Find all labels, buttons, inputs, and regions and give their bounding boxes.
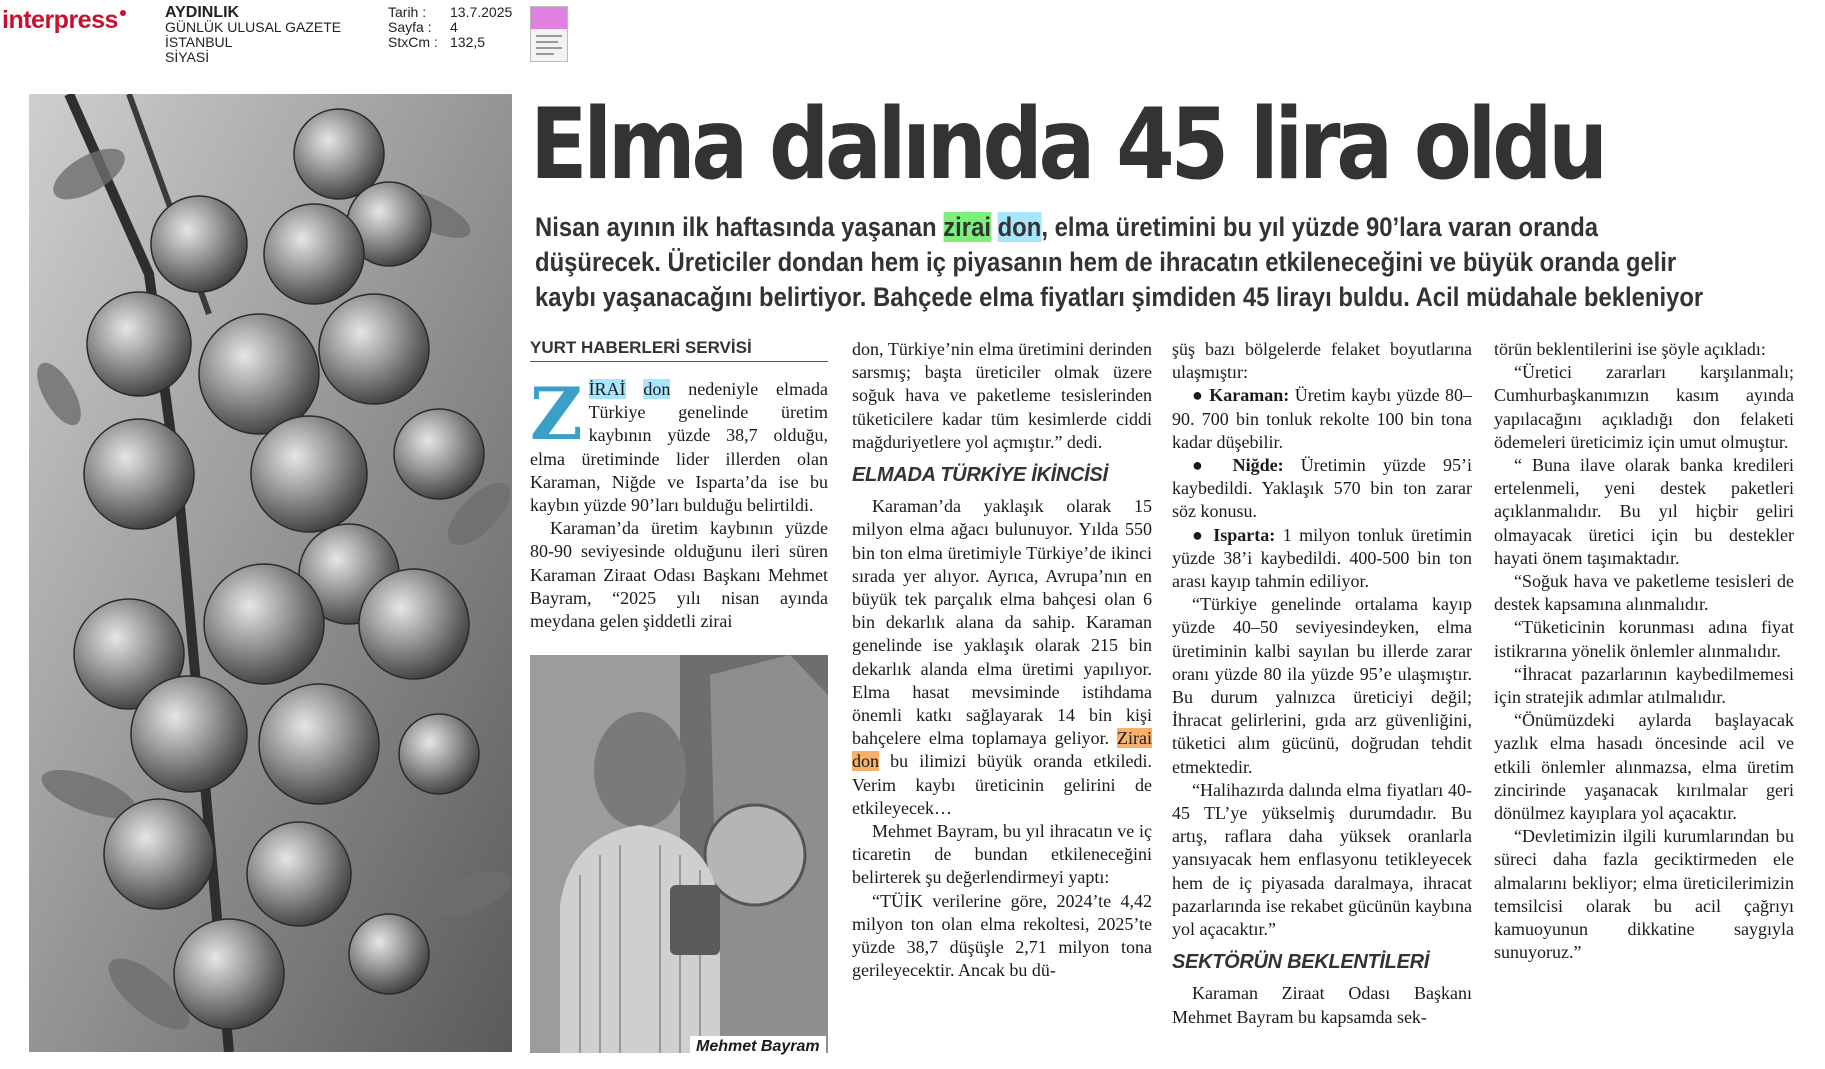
portrait-photo [530,655,828,1053]
apple-tree-photo-graphic [29,94,512,1052]
highlighted-term: don [852,751,879,772]
stxcm-row [388,35,512,50]
paragraph-14: “Soğuk hava ve paketleme tesisleri de destek kapsamına alınmalıdır. [1494,571,1794,615]
article-headline: Elma dalında 45 lira oldu [530,88,1604,202]
deck-line-1 [535,210,1696,245]
apple-tree-photo [29,94,512,1052]
thumbnail-line [536,35,562,37]
deck-highlight: don [997,212,1042,242]
clipping-meta [388,5,512,50]
logo-text: interpress [2,6,118,34]
subhead-sektorun-beklentileri: SEKTÖRÜN BEKLENTİLERİ [1172,951,1430,974]
thumbnail-line [536,47,562,49]
drop-cap: Z [530,371,583,456]
paragraph-18: “Devletimizin ilgili kurumlarından bu süreci daha fazla geciktirmeden ele almalarını bekliyor; elma üreticilerimizin temsilcisi olarak bu acil çağrıyı kamuoyunun dikkatine saygıyla sunuyoruz.” [1494,826,1794,963]
highlighted-term: Zirai [1117,728,1152,749]
deck-line-2: düşürecek. Üreticiler dondan hem iç piyasanın hem de ihracatın etkileneceğini ve büyük oranda gelir [535,247,1677,277]
paragraph-2: Karaman’da üretim kaybının yüzde 80-90 seviyesinde olduğunu ileri süren Karaman Ziraat Odası Başkanı Mehmet Bayram, “2025 yılı nisan ayında meydana gelen şiddetli zirai [530,518,828,632]
publication-city: İSTANBUL [165,34,233,50]
highlighted-term: İRAİ [588,379,626,399]
column-1 [530,371,828,633]
bullet-text: 1 milyon tonluk üretimin yüzde 38’i kaybedildi. 400-500 bin ton arası kayıp tahmin ediliyor. [1172,524,1472,592]
paragraph-5: Mehmet Bayram, bu yıl ihracatın ve iç ticaretin de bundan etkileneceğini belirterek şu değerlendirmeyi yaptı: [852,821,1152,888]
date-label: Tarih : [388,4,427,20]
paragraph-4 [852,495,1152,820]
paragraph-17: “Önümüzdeki aylarda başlayacak yazlık elma hasadı öncesinde acil ve etkili önlemler alınmazsa, elma üretim zincirinde yaşanacak kırılmalar geri dönülmez kayıplara yol açacaktır. [1494,710,1794,824]
paragraph-10: Karaman Ziraat Odası Başkanı Mehmet Bayram bu kapsamda sek- [1172,983,1472,1027]
byline: YURT HABERLERİ SERVİSİ [530,338,828,362]
page-thumbnail-icon[interactable] [530,6,568,62]
paragraph-7: şüş bazı bölgelerde felaket boyutlarına ulaşmıştır: [1172,339,1472,383]
stxcm-value: 132,5 [450,34,486,50]
bullet-label: ● Niğde: [1192,455,1284,476]
bullet-isparta [1172,524,1472,594]
date-row [388,5,512,20]
paragraph-text: bu ilimizi büyük oranda etkiledi. Verim kaybı üreticinin gelirini de etkileyecek… [852,751,1152,818]
paragraph-6: “TÜİK verilerine göre, 2024’te 4,42 milyon ton olan elma rekoltesi, 2025’te yüzde 38,7 düşüşle 2,71 milyon tona gerileyecektir. Ancak bu dü- [852,890,1152,981]
paragraph-text: Karaman’da yaklaşık olarak 15 milyon elma ağacı bulunuyor. Yılda 550 bin ton elma üretimiyle Türkiye’de ikinci sırada yer alıyor. Ayrıca, Avrupa’nın en büyük tek parçalık elma bahçesi olan 6 bin dekarlık alana da sahip. Karaman genelinde ise yaklaşık olarak 215 bin dekarlık alanda elma üretimi yapılıyor. Elma hasat mevsiminde istihdama önemli katkı sağlayarak 14 bin kişi bahçelere elma toplamaya geliyor. [852,496,1152,749]
bullet-nigde [1172,454,1472,524]
article-deck [535,210,1704,315]
publication-name: AYDINLIK [165,4,240,21]
deck-highlight: zirai [943,212,991,242]
paragraph-12: “Üretici zararları karşılanmalı; Cumhurbaşkanımızın kasım ayında yapılacağını açıkladığı don felaketi ödemeleri üreticimiz için umut olmuştur. [1494,362,1794,452]
page-label: Sayfa : [388,19,432,35]
publication-section: SİYASİ [165,49,210,65]
interpress-logo [2,6,126,35]
paragraph-3: don, Türkiye’nin elma üretimini derinden sarsmış; başta üreticiler olmak üzere soğuk hava ve paketleme tesislerinden tüketicilere kadar tüm kesimlerde ciddi mağduriyetlere yol açmıştır.” dedi. [852,339,1152,452]
bullet-text: Üretimin yüzde 95’i kaybedildi. Yaklaşık 570 bin ton zarar söz konusu. [1172,455,1472,522]
thumbnail-line [536,53,554,55]
column-4 [1494,338,1794,964]
stxcm-label: StxCm : [388,34,438,50]
bullet-label: ● Isparta: [1192,524,1276,545]
column-2 [852,338,1152,982]
logo-dot-icon [120,10,126,16]
page-row [388,20,512,35]
photo-caption: Mehmet Bayram [690,1036,826,1058]
paragraph-13: “ Buna ilave olarak banka kredileri ertelenmeli, yeni destek paketleri açıklanmalıdır. Bu yıl hiçbir geliri olmayacak üretici için bu destekler hayati önem taşımaktadır. [1494,455,1794,568]
column-3 [1172,338,1472,1029]
paragraph-11: törün beklentilerini ise şöyle açıkladı: [1494,339,1766,359]
thumbnail-highlight [531,7,567,29]
thumbnail-line [536,41,558,43]
publication-type: GÜNLÜK ULUSAL GAZETE [165,19,342,35]
paragraph-15: “Tüketicinin korunması adına fiyat istikrarına yönelik önlemler alınmalıdır. [1494,617,1794,661]
portrait-photo-graphic [530,655,828,1053]
paragraph-16: “İhracat pazarlarının kaybedilmemesi için stratejik adımlar atılmalıdır. [1494,663,1794,708]
date-value: 13.7.2025 [450,4,513,20]
bullet-label: ● Karaman: [1192,385,1290,406]
bullet-karaman [1172,384,1472,454]
highlighted-term: don [643,379,671,399]
paragraph-9: “Halihazırda dalında elma fiyatları 40-45 TL’ye yükselmiş durumdadır. Bu artış, raflara daha yüksek oranlarla yansıyacak hem enflasyonu tetikleyecek hem de iç piyasada daralmaya, ihracat pazarlarında ise rekabet gücünün kaybına yol açacaktır.” [1172,779,1472,940]
bullet-text: Üretim kaybı yüzde 80–90. 700 bin tonluk rekolte 100 bin tona kadar düşebilir. [1172,385,1472,452]
publication-info [165,5,341,65]
page-value: 4 [450,19,458,35]
paragraph-1 [530,371,828,517]
paragraph-8: “Türkiye genelinde ortalama kayıp yüzde 40–50 seviyesindeyken, elma üretiminin kalbi sayılan bu illerde zarar oranı yüzde 80 ila yüzde 95’e ulaşmıştır. Bu durum yalnızca üreticiyi değil; İhracat gelirlerini, gıda arz güvenliğini, tüketici alım gücünü, doğrudan tehdit etmektedir. [1172,594,1472,777]
deck-text: , elma üretimini bu yıl yüzde 90’lara varan oranda [1041,212,1599,242]
subhead-elmada-turkiye-ikincisi: ELMADA TÜRKİYE İKİNCİSİ [852,464,1108,487]
deck-text: Nisan ayının ilk haftasında yaşanan [535,212,944,242]
paragraph-text: nedeniyle elmada Türkiye genelinde üretim kaybının yüzde 38,7 olduğu, elma üretiminde lider illerden olan Karaman, Niğde ve Isparta’da ise bu kaybın yüzde 90’ları bulduğu belirtildi. [530,379,828,516]
deck-line-3: kaybı yaşanacağını belirtiyor. Bahçede elma fiyatları şimdiden 45 lirayı buldu. Acil müdahale bekleniyor [535,282,1704,312]
